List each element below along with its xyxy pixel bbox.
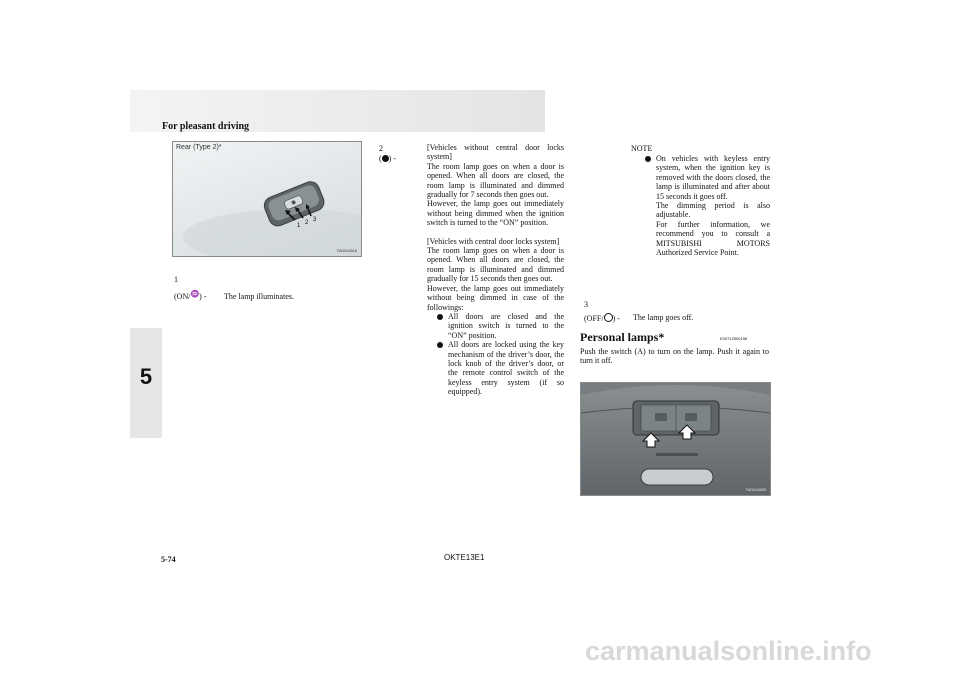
note-body: [645, 154, 770, 257]
door-position-icon: [382, 155, 389, 162]
chapter-tab: [130, 328, 162, 438]
figure-label-2: 2: [305, 220, 309, 226]
para1-body: The room lamp goes on when a door is opened. When all doors are closed, the room lamp is illuminated and dimmed gradually for 7 seconds then goes out.: [427, 161, 564, 200]
personal-lamps-body: Push the switch (A) to turn on the lamp. Push it again to turn it off.: [580, 347, 769, 366]
position-1-number: 1: [174, 275, 178, 284]
para1-extra: However, the lamp goes out immediately without being dimmed when the ignition switch is turned to the “ON” position.: [427, 199, 564, 228]
personal-lamps-illustration: [581, 383, 770, 495]
bullet-icon: [437, 342, 443, 348]
figure-label-1: 1: [297, 223, 301, 229]
position-2-text: [427, 143, 564, 397]
para2-extra: However, the lamp goes out immediately without being dimmed in case of the followings:: [427, 283, 564, 312]
page-number: 5-74: [161, 555, 176, 564]
note-line-3: For further information, we recommend you to consult a MITSUBISHI MOTORS Authorized Service Point.: [656, 219, 770, 258]
position-1-description: The lamp illuminates.: [224, 292, 294, 301]
position-2-label: ( ) -: [379, 154, 396, 163]
figure-caption: Rear (Type 2)*: [176, 144, 222, 151]
position-3-label: (OFF/ ) -: [584, 314, 620, 323]
watermark: carmanualsonline.info: [585, 636, 872, 666]
position-3-number: 3: [584, 300, 588, 309]
bullet-icon: [437, 314, 443, 320]
lamp-off-icon: [604, 313, 613, 322]
figure-label-3: 3: [313, 217, 317, 223]
bullet-icon: [645, 156, 651, 162]
bullet-item: All doors are locked using the key mechanism of the driver’s door, the lock knob of the driver’s door, or the remote control switch of the keyless entry system (if so equipped).: [437, 340, 564, 396]
personal-lamps-heading: Personal lamps*: [580, 330, 665, 344]
chapter-number: 5: [139, 364, 153, 389]
para2-title: [Vehicles with central door locks system]: [427, 236, 560, 246]
position-2-number: 2: [379, 144, 383, 153]
figure-code: TA0014529: [745, 487, 766, 492]
para1-title: [Vehicles without central door locks system]: [427, 143, 564, 162]
rear-lamp-figure: [172, 141, 362, 257]
lamp-on-icon: ♒: [190, 290, 200, 298]
personal-lamps-code: E00712500156: [720, 336, 748, 341]
position-3-description: The lamp goes off.: [633, 313, 694, 322]
section-title: For pleasant driving: [162, 121, 250, 132]
position-1-label: (ON/♒) -: [174, 290, 207, 301]
note-title: NOTE: [631, 144, 653, 153]
bullet-item: All doors are closed and the ignition switch is turned to the “ON” position.: [437, 312, 564, 340]
note-line-2: The dimming period is also adjustable.: [656, 201, 770, 220]
figure-code: TA0014516: [336, 248, 357, 253]
rear-lamp-illustration: [173, 142, 361, 256]
document-code: OKTE13E1: [444, 553, 485, 562]
para2-body: The room lamp goes on when a door is opened. When all doors are closed, the room lamp is illuminated and dimmed gradually for 15 seconds then goes out.: [427, 246, 564, 284]
note-bullet: On vehicles with keyless entry system, when the ignition key is removed with the doors closed, the lamp is illuminated and after about 15 seconds it goes off.: [645, 154, 770, 201]
personal-lamps-figure: [580, 382, 771, 496]
